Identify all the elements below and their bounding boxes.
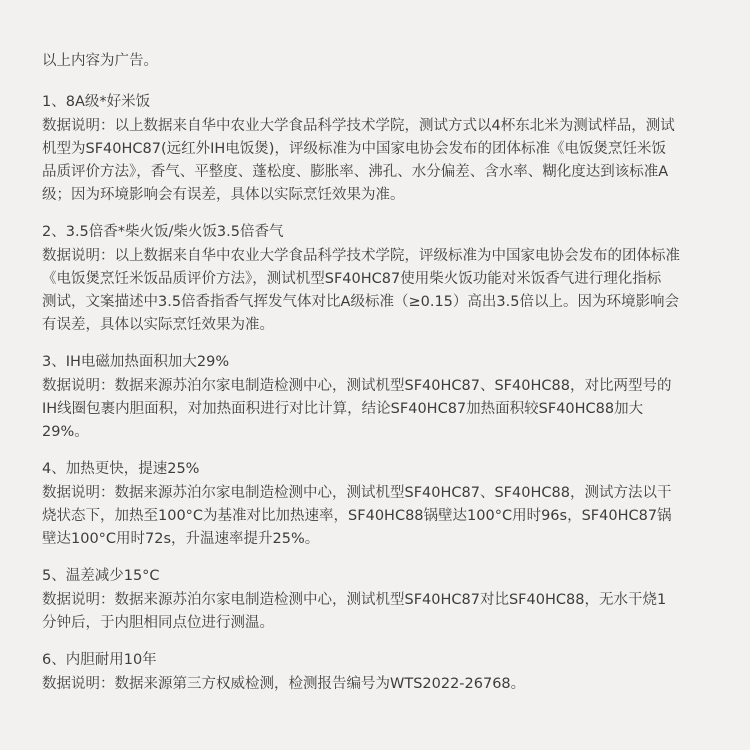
section-title: 3、IH电磁加热面积加大29% (42, 354, 230, 370)
section-1 (42, 91, 720, 207)
section-6 (42, 649, 720, 696)
ad-notice: 以上内容为广告。 (42, 53, 158, 69)
section-title: 6、内胆耐用10年 (42, 652, 157, 668)
section-title: 5、温差减少15°C (42, 568, 160, 584)
section-description: 数据说明：以上数据来自华中农业大学食品科学技术学院，评级标准为中国家电协会发布的团体标准 《电饭煲烹饪米饭品质评价方法》，测试机型SF40HC87使用柴火饭功能对米饭香气进行理化指标 测试，文案描述中3.5倍香指香气挥发气体对比A级标准（≥0.15）高出3.5倍以上。因为环境影响会 有误差，具体以实际烹饪效果为准。 (42, 248, 680, 333)
section-description: 数据说明：数据来源苏泊尔家电制造检测中心，测试机型SF40HC87、SF40HC88，测试方法以干 烧状态下，加热至100°C为基准对比加热速率，SF40HC88锅壁达100°C用时96s，SF40HC87锅 壁达100°C用时72s，升温速率提升25%。 (42, 485, 672, 547)
section-2 (42, 221, 720, 337)
section-description: 数据说明：以上数据来自华中农业大学食品科学技术学院，测试方式以4杯东北米为测试样品，测试 机型为SF40HC87(远红外IH电饭煲)，评级标准为中国家电协会发布的团体标准《电饭煲烹饪米饭 品质评价方法》，香气、平整度、蓬松度、膨胀率、沸孔、水分偏差、含水率、糊化度达到该标准A 级；因为环境影响会有误差，具体以实际烹饪效果为准。 (42, 118, 675, 203)
section-5 (42, 565, 720, 635)
section-description: 数据说明：数据来源第三方权威检测，检测报告编号为WTS2022-26768。 (42, 676, 526, 692)
section-title: 1、8A级*好米饭 (42, 94, 151, 110)
section-description: 数据说明：数据来源苏泊尔家电制造检测中心，测试机型SF40HC87、SF40HC88，对比两型号的 IH线圈包裹内胆面积，对加热面积进行对比计算，结论SF40HC87加热面积较SF40HC88加大 29%。 (42, 378, 672, 440)
section-title: 2、3.5倍香*柴火饭/柴火饭3.5倍香气 (42, 224, 284, 240)
section-title: 4、加热更快，提速25% (42, 461, 200, 477)
section-description: 数据说明：数据来源苏泊尔家电制造检测中心，测试机型SF40HC87对比SF40HC88，无水干烧1 分钟后，于内胆相同点位进行测温。 (42, 592, 667, 631)
section-4 (42, 458, 720, 551)
section-3 (42, 351, 720, 444)
